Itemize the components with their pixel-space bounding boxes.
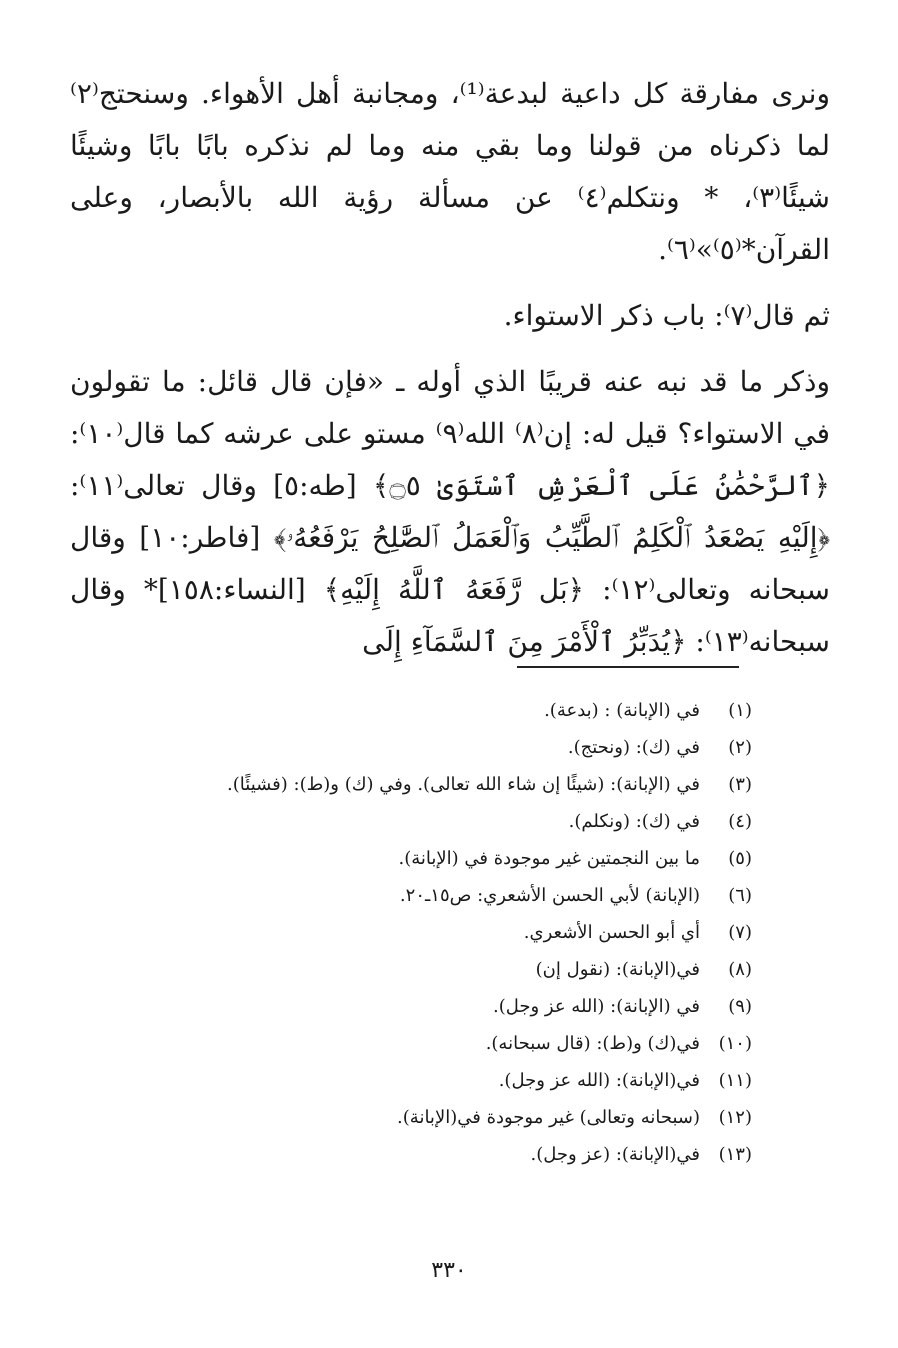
footnote-text: ما بين النجمتين غير موجودة في (الإبانة). [398,848,700,869]
footnote-number: (٨) [728,959,752,980]
footnote-text: (الإبانة) لأبي الحسن الأشعري: ص١٥ـ٢٠. [399,885,700,906]
footnote-number: (١١) [718,1070,752,1091]
footnote [112,1070,752,1107]
footnote [112,811,752,848]
footnote [112,700,752,737]
footnote-number: (١) [728,700,752,721]
footnote [112,885,752,922]
footnote-text: في (الإبانة) : (بدعة). [544,700,700,721]
footnote-text: في(الإبانة): (الله عز وجل). [498,1070,700,1091]
footnote-text: في (الإبانة): (الله عز وجل). [492,996,700,1017]
footnote-number: (٤) [728,811,752,832]
footnote-number: (٥) [728,848,752,869]
footnote-number: (٦) [728,885,752,906]
footnote-text: أي أبو الحسن الأشعري. [523,922,700,943]
footnote-text: في(ك) و(ط): (قال سبحانه). [485,1033,700,1054]
footnote-number: (٢) [728,737,752,758]
footnote-text: في (ك): (ونكلم). [568,811,700,832]
footnote [112,996,752,1033]
page-number: ٣٣٠ [431,1258,467,1283]
footnote-text: (سبحانه وتعالى) غير موجودة في(الإبانة). [397,1107,700,1128]
paragraph: وذكر ما قد نبه عنه قريبًا الذي أوله ـ «فإن قال قائل: ما تقولون في الاستواء؟ قيل له: إن⁽٨⁾ الله⁽٩⁾ مستو على عرشه كما قال⁽١٠⁾: ﴿ٱلرَّحْمَٰنُ عَلَى ٱلْعَرْشِ ٱسْتَوَىٰ ۝٥﴾ [طه:٥] وقال تعالى⁽١١⁾: ﴿إِلَيْهِ يَصْعَدُ ٱلْكَلِمُ ٱلطَّيِّبُ وَٱلْعَمَلُ ٱلصَّٰلِحُ يَرْفَعُهُۥ﴾ [فاطر:١٠] وقال سبحانه وتعالى⁽١٢⁾: ﴿بَل رَّفَعَهُ ٱللَّهُ إِلَيْهِ﴾ [النساء:١٥٨]* وقال سبحانه⁽١٣⁾: ﴿يُدَبِّرُ ٱلْأَمْرَ مِنَ ٱلسَّمَآءِ إِلَى [70,365,831,658]
paragraph: ثم قال⁽٧⁾: باب ذكر الاستواء. [503,299,830,332]
footnote-number: (٩) [728,996,752,1017]
footnote-text: في(الإبانة): (نقول إن) [535,959,700,980]
paragraph: ونرى مفارقة كل داعية لبدعة⁽¹⁾، ومجانبة أهل الأهواء. وسنحتج⁽٢⁾ لما ذكرناه من قولنا وما بقي منه وما لم نذكره بابًا بابًا وشيئًا شيئًا⁽٣⁾، * ونتكلم⁽٤⁾ عن مسألة رؤية الله بالأبصار، وعلى القرآن*⁽٥⁾»⁽٦⁾. [70,77,830,266]
footnote-text: في (الإبانة): (شيئًا إن شاء الله تعالى). وفي (ك) و(ط): (فشيئًا). [227,774,700,795]
footnote-separator [517,666,739,668]
footnotes [112,700,752,1181]
main-text [70,68,830,668]
footnote [112,848,752,885]
footnote-number: (١٢) [718,1107,752,1128]
footnote [112,737,752,774]
footnote [112,922,752,959]
footnote [112,959,752,996]
footnote [112,1033,752,1070]
footnote-text: في (ك): (ونحتج). [567,737,700,758]
footnote [112,1144,752,1181]
footnote-number: (١٠) [718,1033,752,1054]
footnote-number: (١٣) [718,1144,752,1165]
footnote-text: في(الإبانة): (عز وجل). [530,1144,700,1165]
footnote [112,774,752,811]
footnote-number: (٣) [728,774,752,795]
footnote-number: (٧) [728,922,752,943]
footnote [112,1107,752,1144]
